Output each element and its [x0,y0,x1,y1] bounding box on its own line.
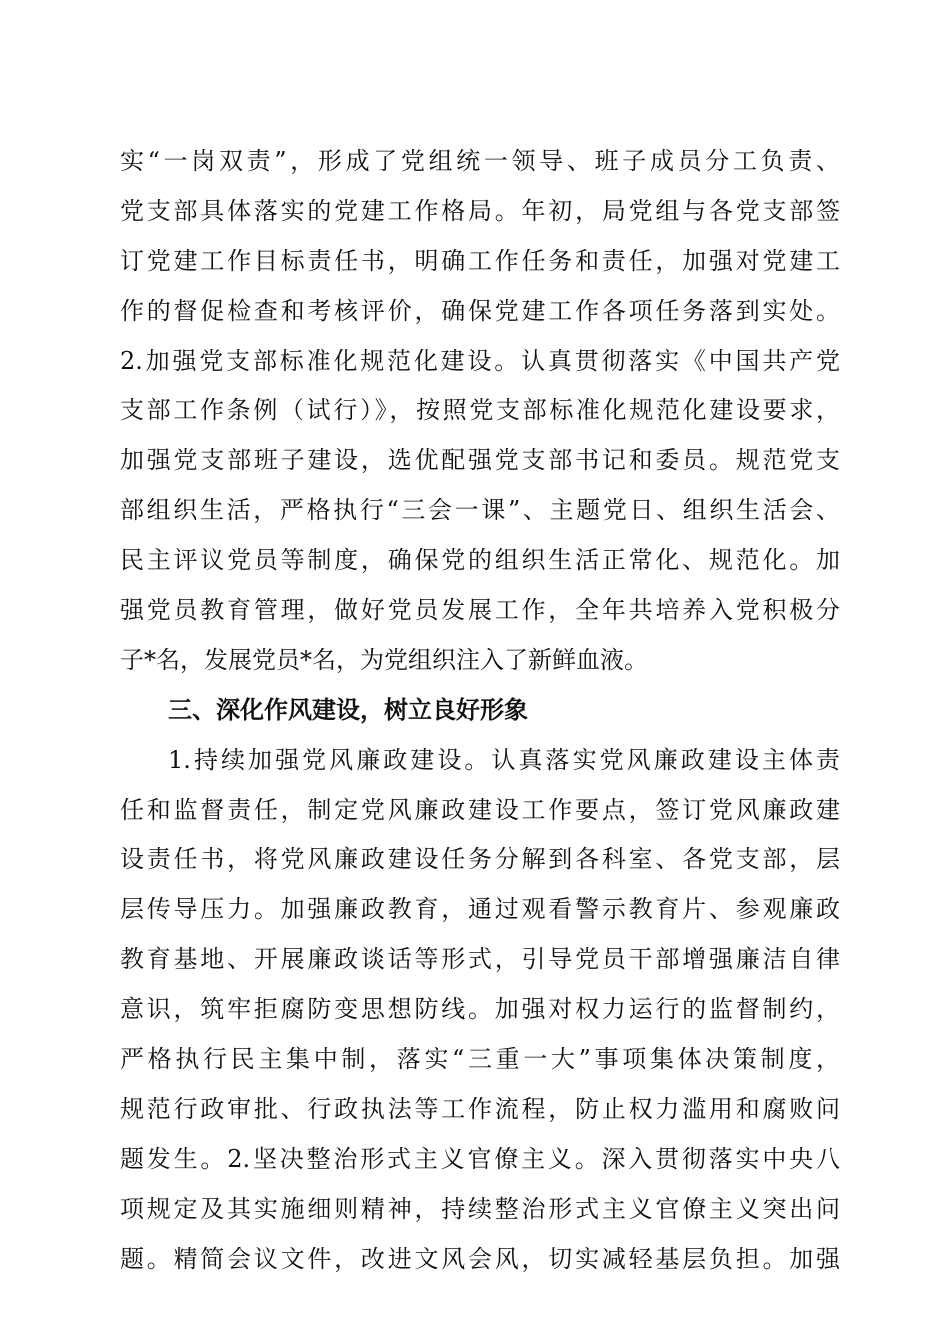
body-line: 题发生。2.坚决整治形式主义官僚主义。深入贯彻落实中央八 [120,1144,840,1173]
body-line: 强党员教育管理，做好党员发展工作，全年共培养入党积极分 [120,596,840,625]
section-heading: 三、深化作风建设，树立良好形象 [168,695,528,724]
body-line: 支部工作条例（试行）》，按照党支部标准化规范化建设要求， [120,396,840,425]
body-line: 任和监督责任，制定党风廉政建设工作要点，签订党风廉政建 [120,795,840,824]
body-line: 意识，筑牢拒腐防变思想防线。加强对权力运行的监督制约， [120,995,840,1024]
body-line: 严格执行民主集中制，落实“三重一大”事项集体决策制度， [120,1045,840,1074]
body-line: 加强党支部班子建设，选优配强党支部书记和委员。规范党支 [120,446,840,475]
body-line: 教育基地、开展廉政谈话等形式，引导党员干部增强廉洁自律 [120,945,840,974]
body-line: 项规定及其实施细则精神，持续整治形式主义官僚主义突出问 [120,1194,840,1223]
body-line: 作的督促检查和考核评价，确保党建工作各项任务落到实处。 [120,296,840,325]
body-line: 子*名，发展党员*名，为党组织注入了新鲜血液。 [120,645,648,674]
body-line: 部组织生活，严格执行“三会一课”、主题党日、组织生活会、 [120,496,840,525]
body-line: 2.加强党支部标准化规范化建设。认真贯彻落实《中国共产党 [120,346,840,375]
body-line: 实“一岗双责”，形成了党组统一领导、班子成员分工负责、 [120,147,840,175]
body-line: 题。精简会议文件，改进文风会风，切实减轻基层负担。加强 [120,1244,840,1273]
body-line: 民主评议党员等制度，确保党的组织生活正常化、规范化。加 [120,546,840,575]
body-line: 1.持续加强党风廉政建设。认真落实党风廉政建设主体责 [168,745,840,774]
body-line: 层传导压力。加强廉政教育，通过观看警示教育片、参观廉政 [120,895,840,924]
body-line: 规范行政审批、行政执法等工作流程，防止权力滥用和腐败问 [120,1094,840,1123]
document-body [120,137,840,1284]
body-line: 设责任书，将党风廉政建设任务分解到各科室、各党支部，层 [120,845,840,874]
body-line: 订党建工作目标责任书，明确工作任务和责任，加强对党建工 [120,246,840,275]
body-line: 党支部具体落实的党建工作格局。年初，局党组与各党支部签 [120,196,840,225]
